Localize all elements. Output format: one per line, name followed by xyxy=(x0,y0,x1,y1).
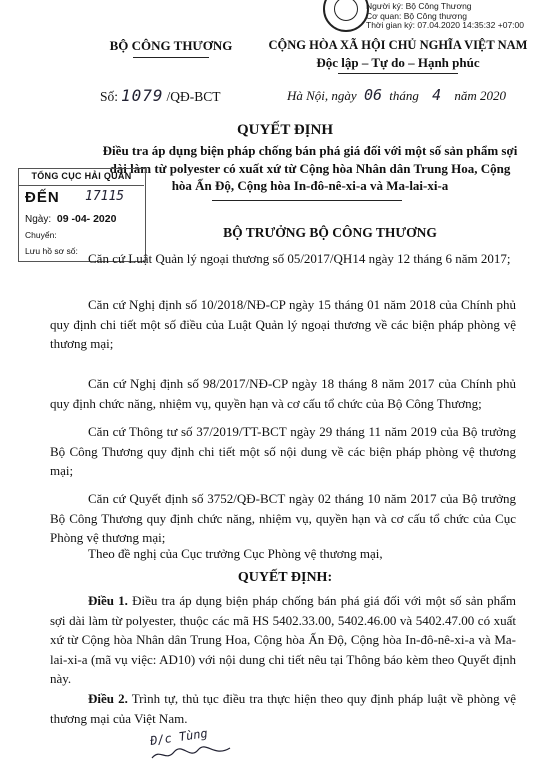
handwritten-scribble-icon xyxy=(150,744,234,764)
signature-agency: Cơ quan: Bộ Công thương xyxy=(366,10,467,21)
handwritten-note: Đ/c Tùng xyxy=(149,726,209,748)
stamp-date: Ngày: 09 -04- 2020 xyxy=(25,213,117,225)
subject-underline xyxy=(212,200,402,201)
legal-basis-5: Căn cứ Quyết định số 3752/QĐ-BCT ngày 02 tháng 10 năm 2017 của Bộ trưởng Bộ Công Thương quy định chức năng, nhiệm vụ, quyền hạn và cơ cấu tổ chức của Cục Phòng vệ thương mại; xyxy=(50,491,516,545)
article-1-text: Điều tra áp dụng biện pháp chống bán phá giá đối với một số sản phẩm sợi dài làm từ polyester, thuộc các mã HS 5402.33.00, 5402.46.00 và 5402.47.00 có xuất xứ từ Cộng hòa Nhân dân Trung Hoa, Cộng hòa Ấn Độ, Cộng hòa In-đô-nê-xi-a và Ma-lai-xi-a (mã vụ việc: AD10) với nội dung chi tiết nêu tại Thông báo kèm theo Quyết định này. xyxy=(50,593,517,686)
document-title: QUYẾT ĐỊNH xyxy=(237,122,333,138)
article-2 xyxy=(50,689,516,728)
article-2-label: Điều 2. xyxy=(88,691,128,706)
decision-date: Hà Nội, ngày 06 tháng 4 năm 2020 xyxy=(287,86,507,104)
stamp-den-number: 17115 xyxy=(85,189,125,204)
article-1-label: Điều 1. xyxy=(88,593,128,608)
issuing-ministry: BỘ CÔNG THƯƠNG xyxy=(109,38,233,53)
article-1 xyxy=(50,591,516,689)
legal-basis-4: Căn cứ Thông tư số 37/2019/TT-BCT ngày 29 tháng 11 năm 2019 của Bộ trưởng Bộ Công Thương quy định chi tiết một số nội dung về các biện pháp phòng vệ thương mại; xyxy=(50,424,516,478)
issuing-authority: BỘ TRƯỞNG BỘ CÔNG THƯƠNG xyxy=(223,225,437,240)
signature-time: Thời gian ký: 07.04.2020 14:35:32 +07:00 xyxy=(366,20,524,30)
proposal-line: Theo đề nghị của Cục trưởng Cục Phòng vệ thương mại, xyxy=(88,546,383,561)
motto-underline xyxy=(338,73,458,74)
document-subject: Điều tra áp dụng biện pháp chống bán phá giá đối với một số sản phẩm sợi dài làm từ polyester có xuất xứ từ Cộng hòa Nhân dân Trung Hoa, Cộng hòa Ấn Độ, Cộng hòa In-đô-nê-xi-a và Ma-lai-xi-a xyxy=(102,143,518,193)
stamp-org: TỔNG CỤC HẢI QUAN xyxy=(31,171,132,181)
stamp-transfer: Chuyển: xyxy=(25,230,57,240)
date-day: 06 xyxy=(363,86,383,104)
national-motto: Độc lập – Tự do – Hạnh phúc xyxy=(316,55,480,70)
ministry-seal-icon xyxy=(323,0,369,32)
legal-basis-3: Căn cứ Nghị định số 98/2017/NĐ-CP ngày 18 tháng 8 năm 2017 của Chính phủ quy định chức năng, nhiệm vụ, quyền hạn và cơ cấu tổ chức của Bộ Công Thương; xyxy=(50,376,516,411)
digital-signature xyxy=(366,2,560,31)
decision-heading: QUYẾT ĐỊNH: xyxy=(237,570,333,585)
legal-basis-1: Căn cứ Luật Quản lý ngoại thương số 05/2017/QH14 ngày 12 tháng 6 năm 2017; xyxy=(88,251,511,266)
decision-number: Số: 1079 /QĐ-BCT xyxy=(100,86,221,105)
received-stamp xyxy=(18,168,146,262)
signature-signer: Người ký: Bộ Công Thương xyxy=(366,1,472,11)
ministry-underline xyxy=(133,57,209,58)
stamp-den-label: ĐẾN xyxy=(25,189,60,206)
legal-basis-2: Căn cứ Nghị định số 10/2018/NĐ-CP ngày 15 tháng 01 năm 2018 của Chính phủ quy định chi tiết một số điều của Luật Quản lý ngoại thương về các biện pháp phòng vệ thương mại; xyxy=(50,297,516,351)
article-2-text: Trình tự, thủ tục điều tra thực hiện theo quy định pháp luật về phòng vệ thương mại của Việt Nam. xyxy=(50,691,517,726)
decision-number-value: 1079 xyxy=(121,86,164,105)
republic-name: CỘNG HÒA XÃ HỘI CHỦ NGHĨA VIỆT NAM xyxy=(268,38,528,52)
date-month: 4 xyxy=(432,86,442,104)
stamp-archive: Lưu hồ sơ số: xyxy=(25,246,78,256)
